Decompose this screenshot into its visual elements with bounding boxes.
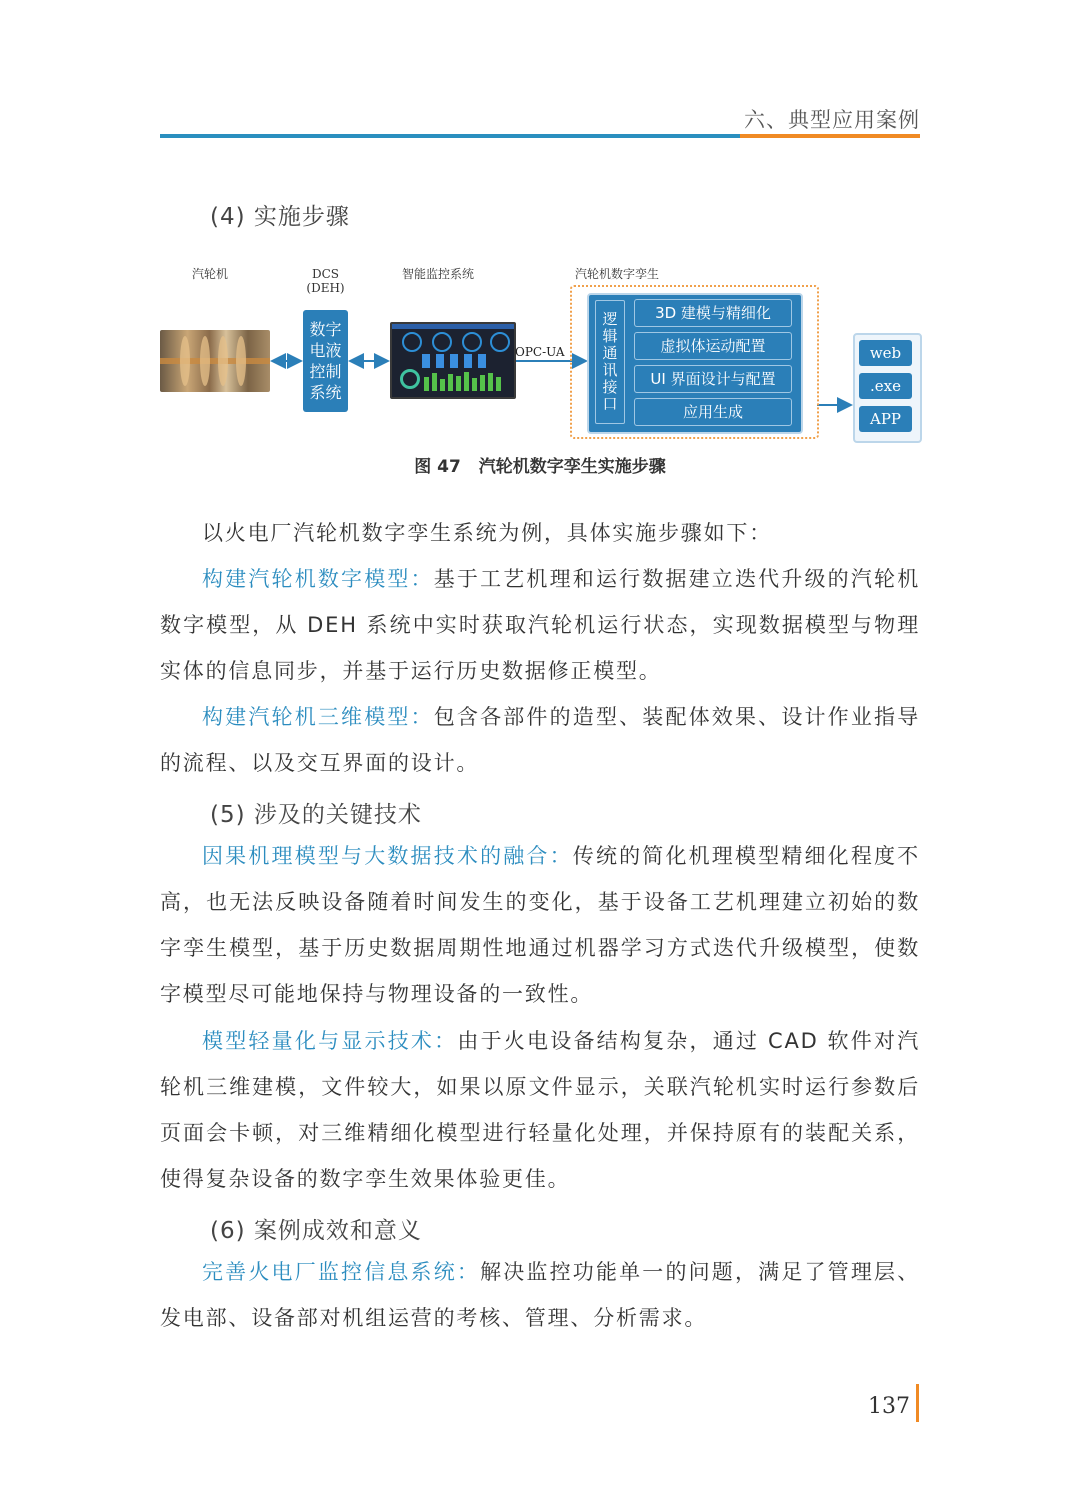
implementation-diagram bbox=[150, 255, 930, 445]
paragraph-intro: 以火电厂汽轮机数字孪生系统为例，具体实施步骤如下： bbox=[202, 521, 772, 545]
section-heading-4: (4) 实施步骤 bbox=[210, 204, 350, 230]
lead-lightweight: 模型轻量化与显示技术： bbox=[202, 1029, 458, 1053]
paragraph-3d-model bbox=[160, 694, 920, 786]
figure-number: 图 47 bbox=[414, 457, 461, 477]
monitor-screenshot bbox=[390, 322, 516, 399]
label-dcs: DCS bbox=[311, 267, 340, 281]
figure-caption-text: 汽轮机数字孪生实施步骤 bbox=[478, 457, 666, 477]
step-motion-config: 虚拟体运动配置 bbox=[634, 332, 792, 360]
text-3d-model: 包含各部件的造型、装配体效果、设计作业指导的流程、以及交互界面的设计。 bbox=[160, 705, 920, 775]
header-rule-blue bbox=[160, 134, 740, 138]
step-app-generation: 应用生成 bbox=[634, 398, 792, 426]
paragraph-digital-model bbox=[160, 556, 920, 694]
step-modeling: 3D 建模与精细化 bbox=[634, 299, 792, 327]
output-app: APP bbox=[859, 406, 912, 432]
label-digital-twin: 汽轮机数字孪生 bbox=[574, 267, 659, 281]
paragraph-monitoring bbox=[160, 1249, 920, 1341]
paragraph-lightweight bbox=[160, 1018, 920, 1202]
chapter-title: 六、典型应用案例 bbox=[744, 108, 920, 132]
logic-interface-box bbox=[595, 300, 625, 424]
page-number: 137 bbox=[868, 1394, 910, 1419]
text-monitoring: 解决监控功能单一的问题，满足了管理层、发电部、设备部对机组运营的考核、管理、分析需求。 bbox=[160, 1260, 920, 1330]
text-causal-model: 传统的简化机理模型精细化程度不高，也无法反映设备随着时间发生的变化，基于设备工艺机理建立初始的数字孪生模型，基于历史数据周期性地通过机器学习方式迭代升级模型，使数字模型尽可能地保持与物理设备的一致性。 bbox=[160, 844, 920, 1006]
turbine-image bbox=[160, 330, 270, 392]
dcs-box bbox=[303, 310, 348, 412]
header-rule bbox=[160, 134, 920, 138]
step-ui-design: UI 界面设计与配置 bbox=[634, 365, 792, 393]
output-web: web bbox=[859, 340, 912, 366]
header-rule-orange bbox=[740, 134, 920, 138]
logic-interface-text: 逻辑通讯接口 bbox=[602, 310, 618, 413]
paragraph-causal-model bbox=[160, 833, 920, 1017]
label-deh: (DEH) bbox=[306, 281, 345, 295]
page-number-tick bbox=[916, 1384, 919, 1422]
lead-monitoring: 完善火电厂监控信息系统： bbox=[202, 1260, 481, 1284]
lead-causal-model: 因果机理模型与大数据技术的融合： bbox=[202, 844, 573, 868]
lead-digital-model: 构建汽轮机数字模型： bbox=[202, 567, 434, 591]
text-digital-model: 基于工艺机理和运行数据建立迭代升级的汽轮机数字模型，从 DEH 系统中实时获取汽轮机运行状态，实现数据模型与物理实体的信息同步，并基于运行历史数据修正模型。 bbox=[160, 567, 920, 683]
section-heading-6: (6) 案例成效和意义 bbox=[210, 1218, 422, 1244]
figure-caption bbox=[0, 452, 1080, 477]
label-turbine: 汽轮机 bbox=[191, 267, 228, 281]
output-exe: .exe bbox=[859, 373, 912, 399]
lead-3d-model: 构建汽轮机三维模型： bbox=[202, 705, 434, 729]
dcs-box-text: 数字电液控制系统 bbox=[309, 320, 342, 402]
section-heading-5: (5) 涉及的关键技术 bbox=[210, 802, 422, 828]
text-lightweight: 由于火电设备结构复杂，通过 CAD 软件对汽轮机三维建模，文件较大，如果以原文件显示，关联汽轮机实时运行参数后页面会卡顿，对三维精细化模型进行轻量化处理，并保持原有的装配关系，使得复杂设备的数字孪生效果体验更佳。 bbox=[160, 1029, 920, 1191]
label-monitor: 智能监控系统 bbox=[401, 267, 474, 281]
opc-ua-label: OPC-UA bbox=[515, 345, 565, 359]
